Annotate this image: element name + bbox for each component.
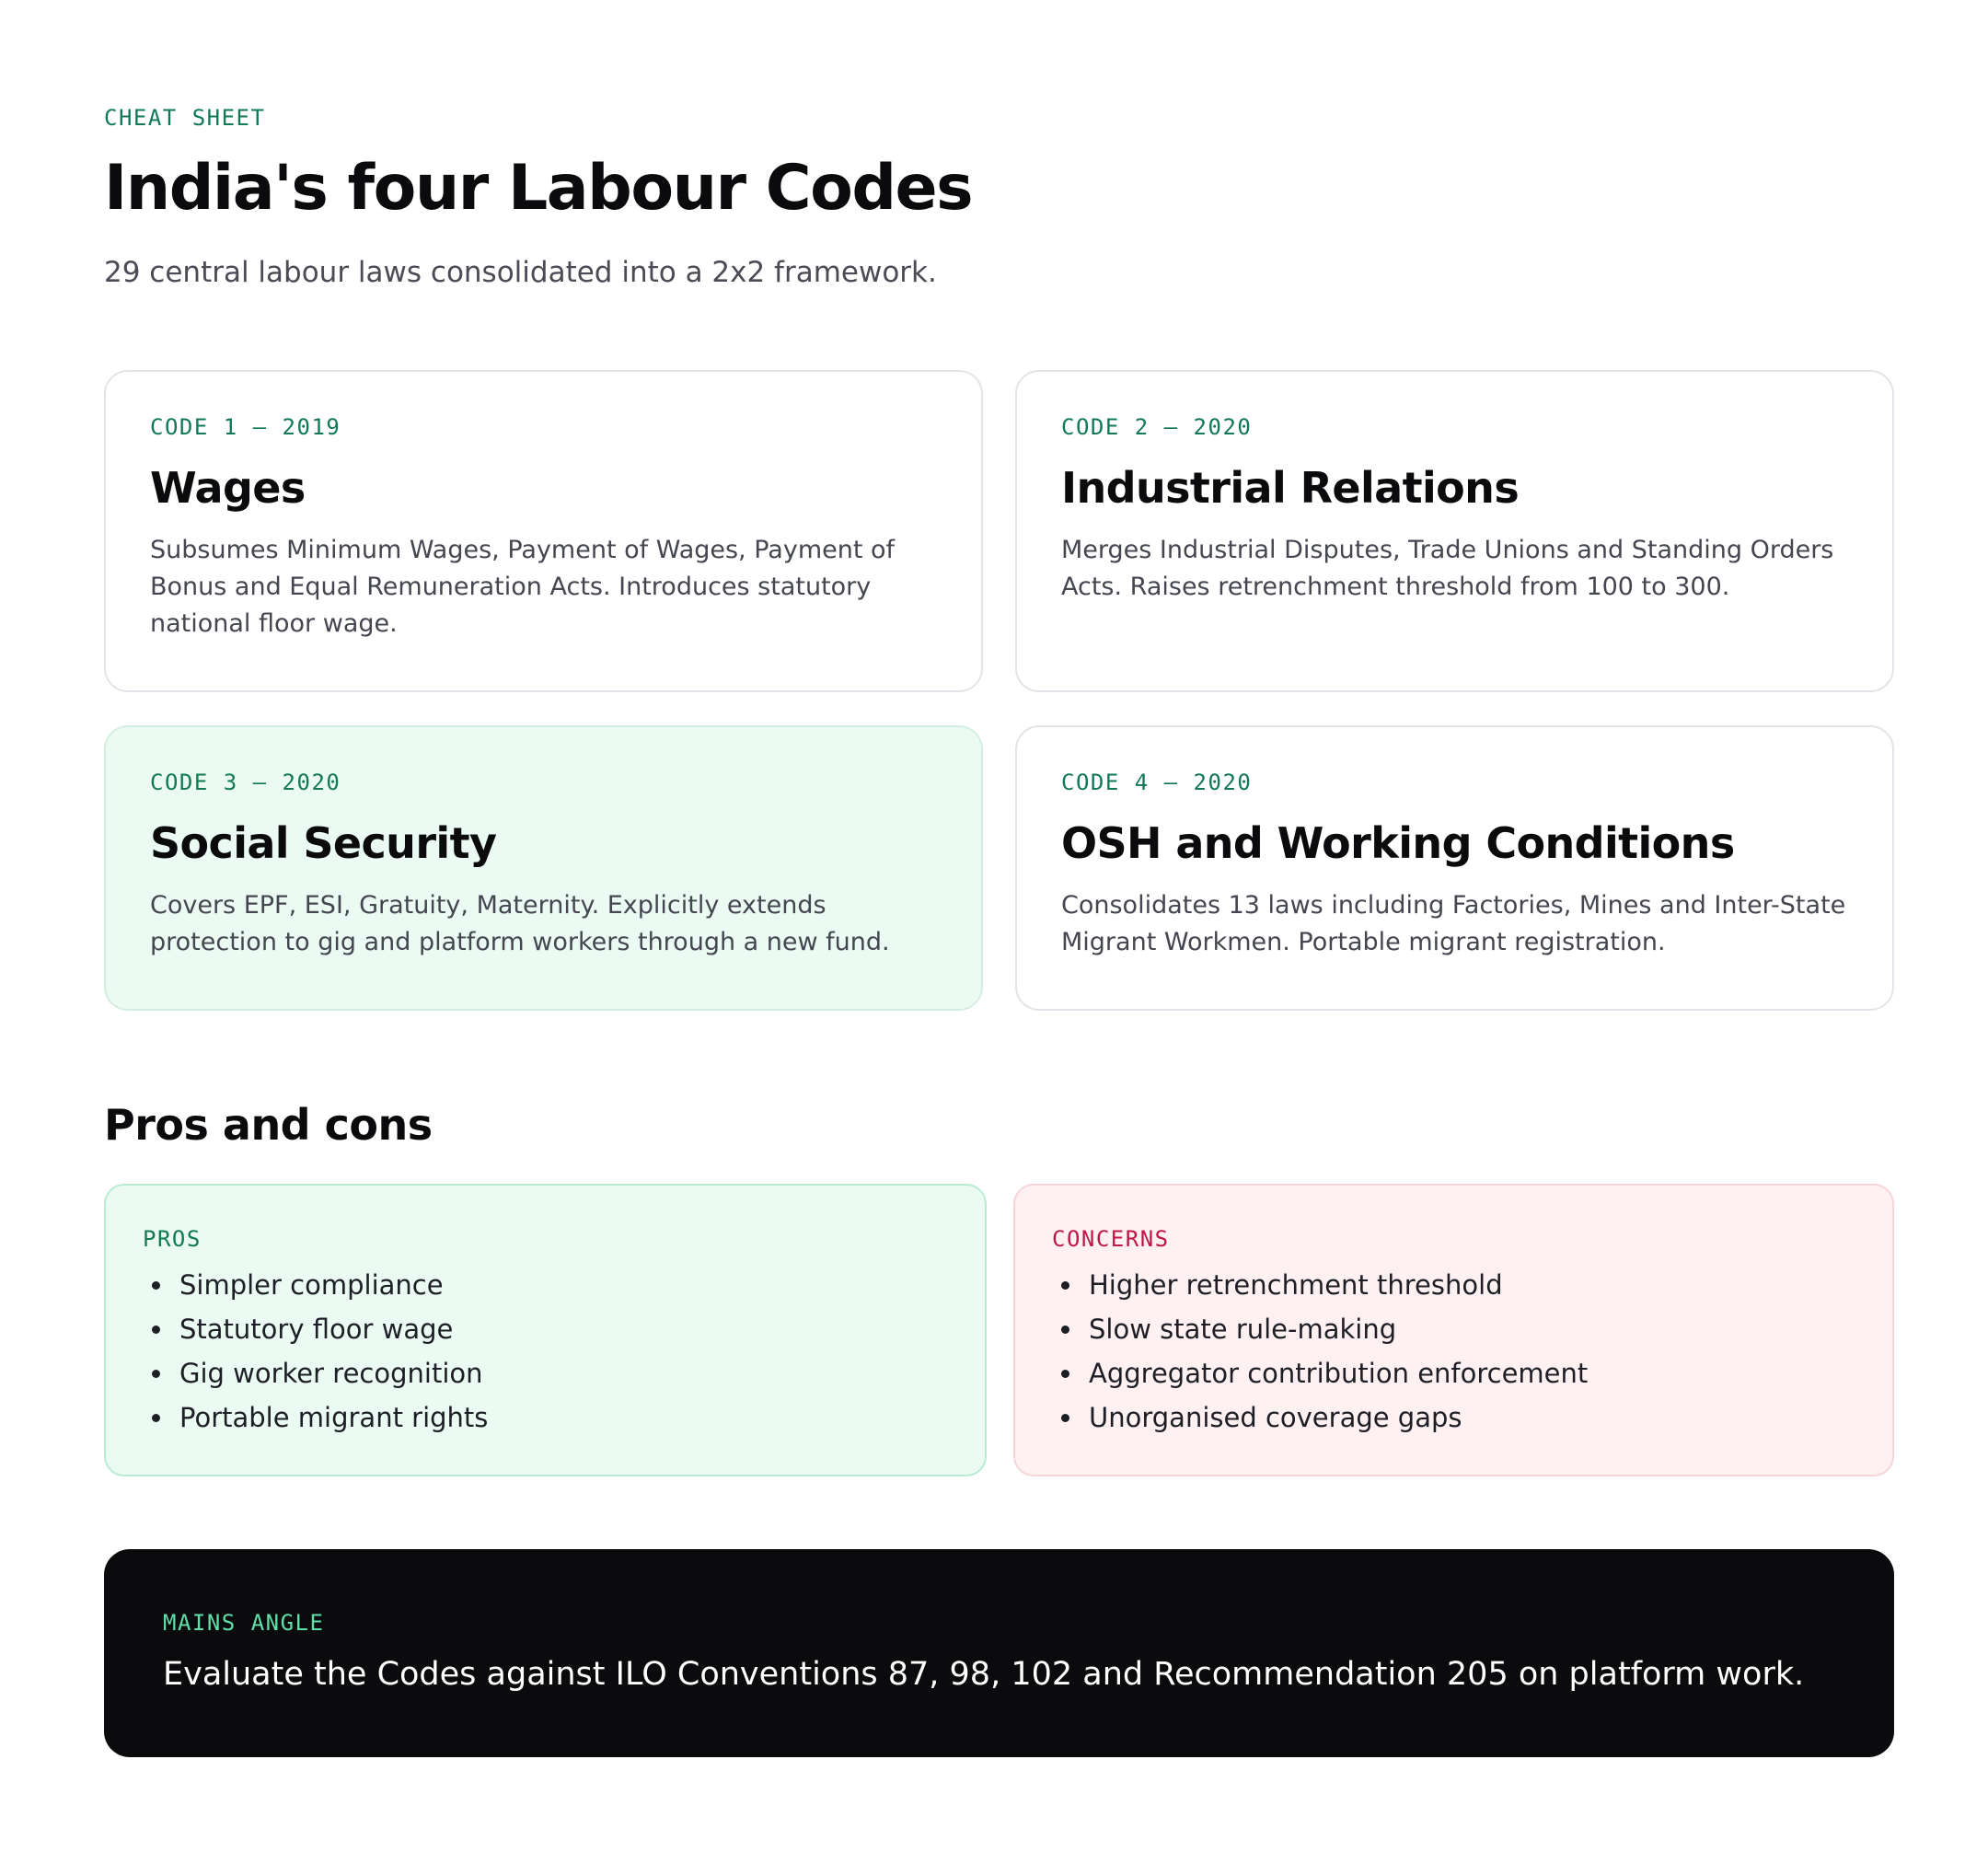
pros-cons-heading: Pros and cons bbox=[104, 1100, 433, 1150]
code-tag: CODE 3 — 2020 bbox=[150, 770, 341, 795]
code-description: Subsumes Minimum Wages, Payment of Wages, Payment of Bonus and Equal Remuneration Acts. Introduces statutory national floor wage. bbox=[150, 536, 896, 638]
bullet-icon bbox=[152, 1325, 160, 1334]
concerns-card bbox=[1013, 1184, 1894, 1476]
code-tag: CODE 2 — 2020 bbox=[1061, 414, 1253, 440]
list-item-text: Simpler compliance bbox=[179, 1269, 444, 1301]
mains-angle-panel bbox=[104, 1549, 1894, 1757]
bullet-icon bbox=[1061, 1370, 1069, 1378]
list-item bbox=[179, 1395, 948, 1440]
list-item-text: Aggregator contribution enforcement bbox=[1089, 1358, 1589, 1389]
mains-angle-label: MAINS ANGLE bbox=[163, 1610, 325, 1636]
list-item-text: Unorganised coverage gaps bbox=[1089, 1402, 1462, 1433]
list-item bbox=[1089, 1307, 1855, 1351]
list-item-text: Statutory floor wage bbox=[179, 1314, 454, 1345]
code-title: Social Security bbox=[150, 818, 497, 868]
code-tag: CODE 4 — 2020 bbox=[1061, 770, 1253, 795]
code-card-industrial-relations bbox=[1015, 370, 1894, 692]
code-tag: CODE 1 — 2019 bbox=[150, 414, 341, 440]
list-item bbox=[179, 1351, 948, 1395]
concerns-label: CONCERNS bbox=[1052, 1226, 1170, 1252]
code-description: Covers EPF, ESI, Gratuity, Maternity. Explicitly extends protection to gig and platform workers through a new fund. bbox=[150, 891, 890, 956]
bullet-icon bbox=[1061, 1325, 1069, 1334]
pros-list bbox=[143, 1263, 948, 1440]
list-item-text: Portable migrant rights bbox=[179, 1402, 489, 1433]
code-card-osh bbox=[1015, 725, 1894, 1011]
pros-card bbox=[104, 1184, 987, 1476]
eyebrow-label: CHEAT SHEET bbox=[104, 105, 266, 131]
code-card-social-security bbox=[104, 725, 983, 1011]
list-item-text: Higher retrenchment threshold bbox=[1089, 1269, 1503, 1301]
list-item bbox=[1089, 1263, 1855, 1307]
pros-label: PROS bbox=[143, 1226, 202, 1252]
bullet-icon bbox=[152, 1370, 160, 1378]
code-title: Industrial Relations bbox=[1061, 463, 1520, 513]
list-item bbox=[179, 1263, 948, 1307]
list-item-text: Slow state rule-making bbox=[1089, 1314, 1397, 1345]
list-item bbox=[1089, 1351, 1855, 1395]
list-item bbox=[179, 1307, 948, 1351]
code-card-wages bbox=[104, 370, 983, 692]
bullet-icon bbox=[1061, 1281, 1069, 1290]
code-title: OSH and Working Conditions bbox=[1061, 818, 1735, 868]
list-item bbox=[1089, 1395, 1855, 1440]
code-description: Consolidates 13 laws including Factories, Mines and Inter-State Migrant Workmen. Portable migrant registration. bbox=[1061, 891, 1846, 956]
concerns-list bbox=[1052, 1263, 1855, 1440]
bullet-icon bbox=[152, 1281, 160, 1290]
bullet-icon bbox=[152, 1414, 160, 1422]
code-description: Merges Industrial Disputes, Trade Unions and Standing Orders Acts. Raises retrenchment threshold from 100 to 300. bbox=[1061, 536, 1834, 601]
mains-angle-text: Evaluate the Codes against ILO Conventions 87, 98, 102 and Recommendation 205 on platform work. bbox=[163, 1656, 1805, 1693]
bullet-icon bbox=[1061, 1414, 1069, 1422]
page-subtitle: 29 central labour laws consolidated into a 2x2 framework. bbox=[104, 256, 937, 289]
code-title: Wages bbox=[150, 463, 306, 513]
page-title: India's four Labour Codes bbox=[104, 152, 973, 225]
list-item-text: Gig worker recognition bbox=[179, 1358, 483, 1389]
